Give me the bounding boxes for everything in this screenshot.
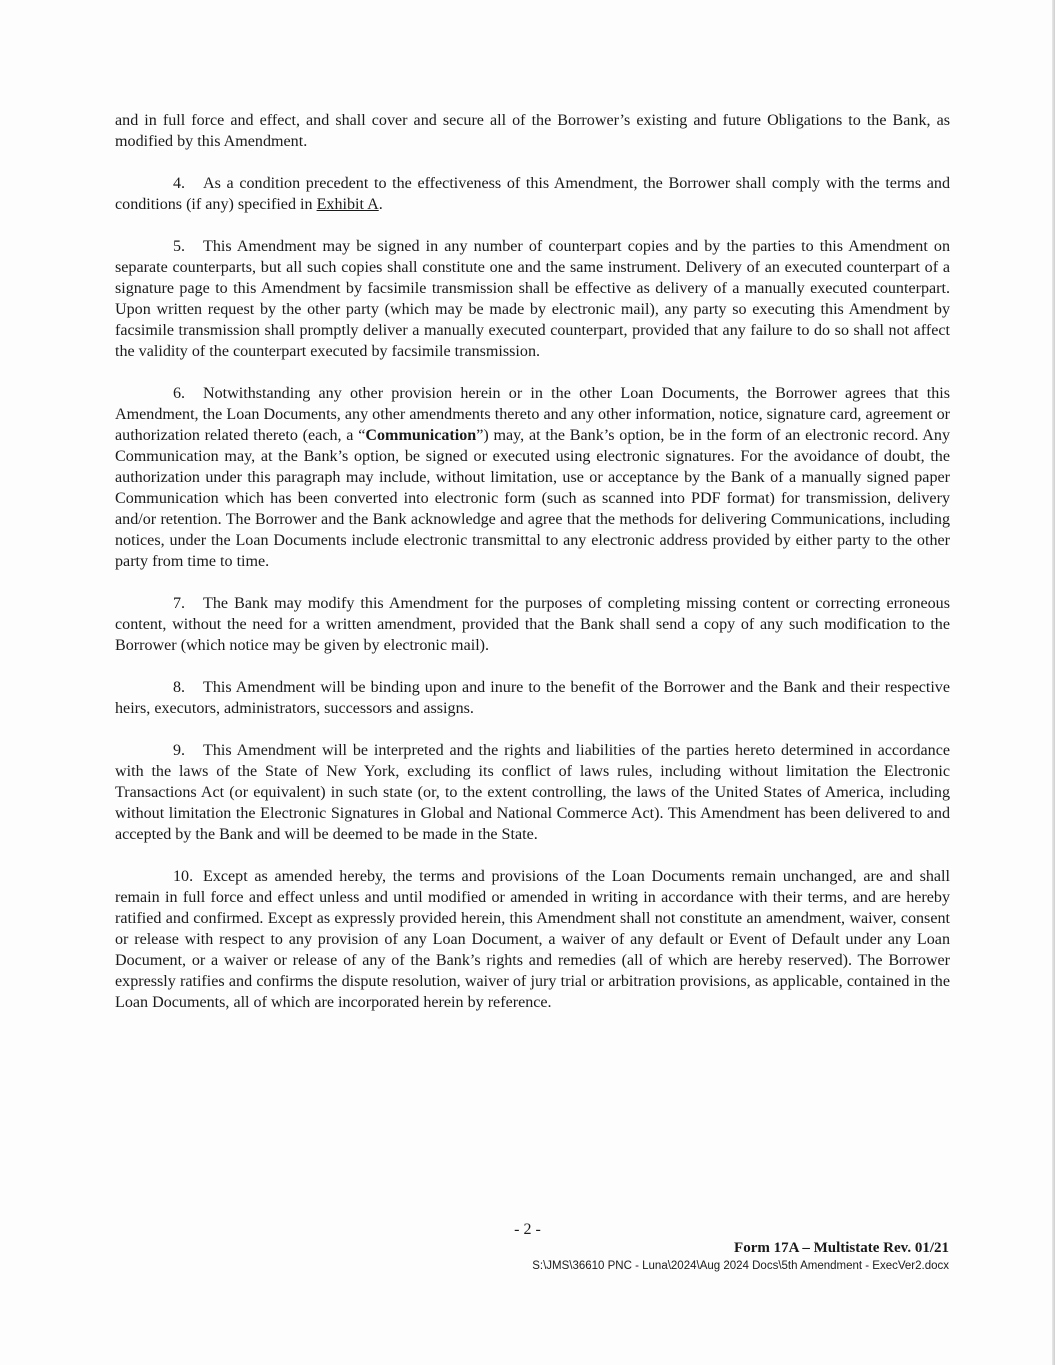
continuation-paragraph [115,110,950,152]
paragraph-8 [115,677,950,719]
paragraph-number: 4. [173,175,186,192]
paragraph-text: This Amendment will be binding upon and inure to the benefit of the Borrower and the Bank and their respective heirs, executors, administrators, successors and assigns. [115,679,950,717]
form-label: Form 17A – Multistate Rev. 01/21 [734,1240,949,1256]
paragraph-10 [115,866,950,1013]
paragraph-9 [115,740,950,845]
file-path: S:\JMS\36610 PNC - Luna\2024\Aug 2024 Docs\5th Amendment - ExecVer2.docx [532,1260,949,1272]
document-body [115,110,950,1034]
paragraph-number: 9. [173,742,186,759]
paragraph-number: 10. [173,868,194,885]
paragraph-number: 6. [173,385,186,402]
paragraph-number: 8. [173,679,186,696]
paragraph-text: Except as amended hereby, the terms and provisions of the Loan Documents remain unchanged, are and shall remain in full force and effect unless and until modified or amended in writing in accordance with their terms, and are hereby ratified and confirmed. Except as expressly provided herein, this Amendment shall not constitute an amendment, waiver, consent or release with respect to any provision of any Loan Document, a waiver of any default or Event of Default under any Loan Document, or a waiver or release of any of the Bank’s rights and remedies (all of which are hereby reserved). The Borrower expressly ratifies and confirms the dispute resolution, waiver of jury trial or arbitration provisions, as applicable, contained in the Loan Documents, all of which are incorporated herein by reference. [115,868,950,1011]
paragraph-4 [115,173,950,215]
paragraph-number: 7. [173,595,186,612]
paragraph-text-end: . [378,196,383,213]
paragraph-5 [115,236,950,362]
paragraph-6 [115,383,950,572]
paragraph-7 [115,593,950,656]
paragraph-text: The Bank may modify this Amendment for the purposes of completing missing content or correcting erroneous content, without the need for a written amendment, provided that the Bank shall send a copy of any such modification to the Borrower (which notice may be given by electronic mail). [115,595,950,654]
page-number: - 2 - [514,1221,541,1238]
paragraph-text: This Amendment may be signed in any number of counterpart copies and by the parties to this Amendment on separate counterparts, but all such copies shall constitute one and the same instrument. Delivery of an executed counterpart of a signature page to this Amendment by facsimile transmission shall be effective as delivery of a manually executed counterpart. Upon written request by the other party (which may be made by electronic mail), any party so executing this Amendment by facsimile transmission shall promptly deliver a manually executed counterpart, provided that any failure to do so shall not affect the validity of the counterpart executed by facsimile transmission. [115,238,950,360]
paragraph-text: This Amendment will be interpreted and the rights and liabilities of the parties hereto determined in accordance with the laws of the State of New York, excluding its conflict of laws rules, including without limitation the Electronic Transactions Act (or equivalent) in such state (or, to the extent controlling, the laws of the United States of America, including without limitation the Electronic Signatures in Global and National Commerce Act). This Amendment has been delivered to and accepted by the Bank and will be deemed to be made in the State. [115,742,950,843]
paragraph-text: As a condition precedent to the effectiveness of this Amendment, the Borrower shall comply with the terms and conditions (if any) specified in [115,175,950,213]
communication-defined-term: Communication [365,427,477,444]
continuation-text: and in full force and effect, and shall cover and secure all of the Borrower’s existing and future Obligations to the Bank, as modified by this Amendment. [115,112,950,150]
paragraph-text-end: ”) may, at the Bank’s option, be in the form of an electronic record. Any Communication may, at the Bank’s option, be signed or executed using electronic signatures. For the avoidance of doubt, the authorization under this paragraph may include, without limitation, use or acceptance by the Bank of a manually signed paper Communication which has been converted into electronic form (such as scanned into PDF format) for transmission, delivery and/or retention. The Borrower and the Bank acknowledge and agree that the methods for delivering Communications, including notices, under the Loan Documents include electronic transmittal to any electronic address provided by either party to the other party from time to time. [115,427,950,570]
exhibit-a-reference: Exhibit A [316,196,379,213]
paragraph-number: 5. [173,238,186,255]
paragraph-text: Notwithstanding any other provision herein or in the other Loan Documents, the Borrower agrees that this Amendment, the Loan Documents, any other amendments thereto and any other information, notice, signature card, agreement or authorization related thereto (each, a “ [115,385,950,444]
